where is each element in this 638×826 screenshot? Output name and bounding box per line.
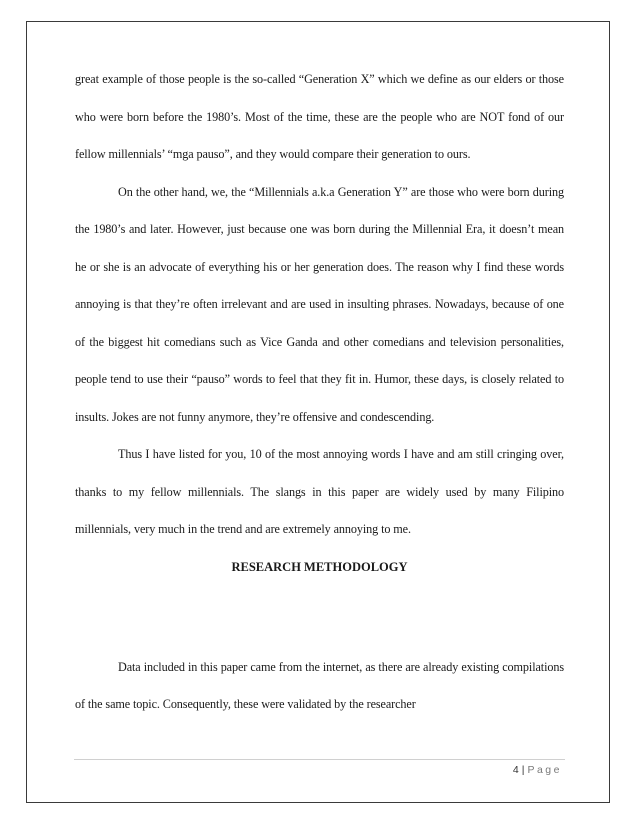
paragraph-annoying-words: Thus I have listed for you, 10 of the most annoying words I have and am still cringing over, thanks to my fellow millennials. The slangs in this paper are widely used by many Filipino millennials, very much in the trend and are extremely annoying to me. bbox=[75, 447, 564, 536]
page-number: 4 bbox=[512, 764, 519, 776]
section-heading: RESEARCH METHODOLOGY bbox=[231, 559, 408, 574]
page-label: Page bbox=[527, 764, 562, 776]
page-content bbox=[75, 61, 564, 724]
paragraph-millennials: On the other hand, we, the “Millennials a.k.a Generation Y” are those who were born during the 1980’s and later. However, just because one was born during the Millennial Era, it doesn’t mean he or she is an advocate of everything his or her generation does. The reason why I find these words annoying is that they’re often irrelevant and are used in insulting phrases. Nowadays, because of one of the biggest hit comedians such as Vice Ganda and other comedians and television personalities, people tend to use their “pauso” words to feel that they fit in. Humor, these days, is closely related to insults. Jokes are not funny anymore, they’re offensive and condescending. bbox=[75, 184, 564, 424]
page-footer bbox=[513, 764, 562, 776]
paragraph-methodology: Data included in this paper came from the internet, as there are already existing compilations of the same topic. Consequently, these were validated by the researcher bbox=[75, 659, 564, 711]
footer-rule bbox=[74, 759, 565, 760]
footer-separator: | bbox=[521, 764, 525, 776]
paragraph-generation-x: great example of those people is the so-called “Generation X” which we define as our elders or those who were born before the 1980’s. Most of the time, these are the people who are NOT fond of our fellow millennials’ “mga pauso”, and they would compare their generation to ours. bbox=[75, 72, 564, 161]
